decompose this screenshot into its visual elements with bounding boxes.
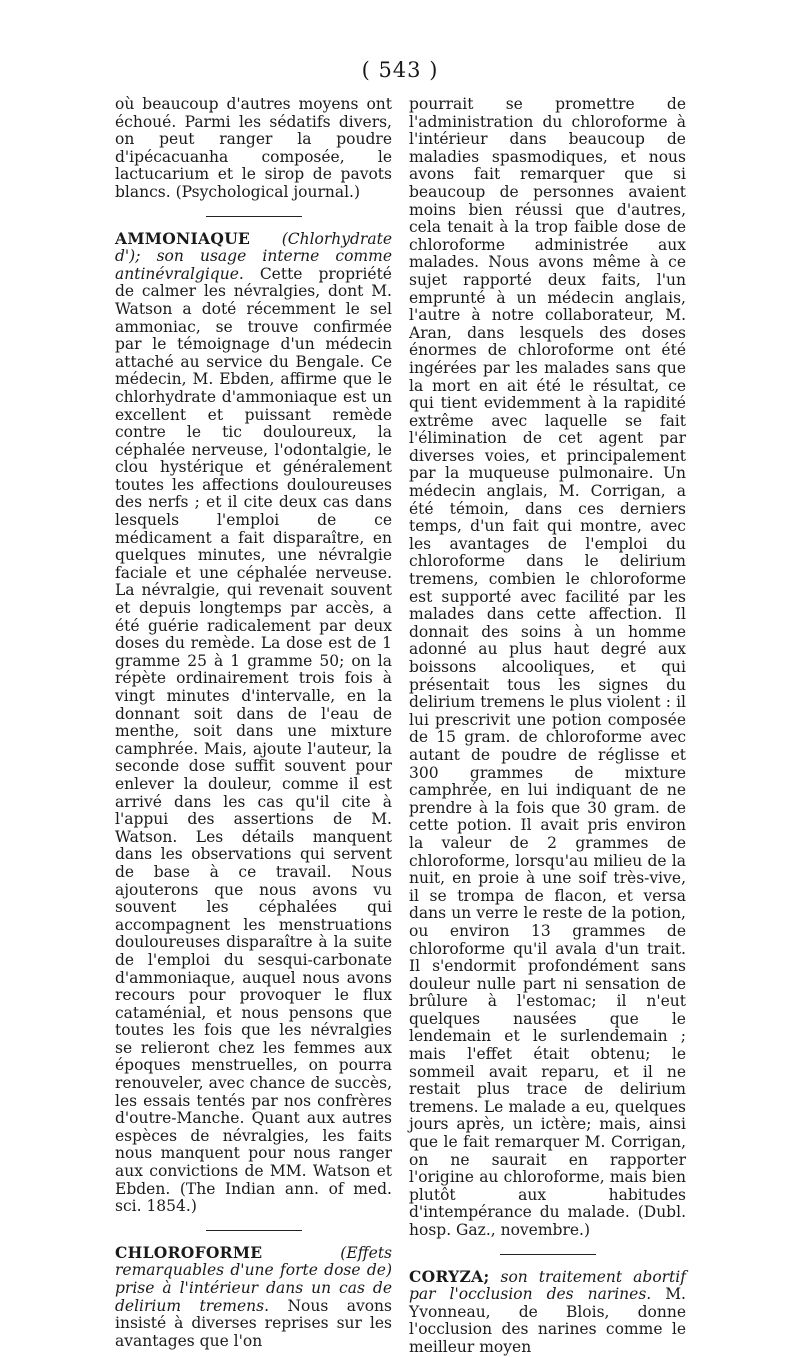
article-heading: CHLOROFORME (115, 1242, 263, 1262)
section-divider (206, 1230, 302, 1231)
paragraph: pourrait se promettre de l'administration du chloroforme à l'intérieur dans beaucoup de maladies spasmodiques, et nous avons fait remarquer que si beaucoup de personnes avaient moins bien réussi que d'autres, cela tenait à la trop faible dose de chloroforme administrée aux malades. Nous avons même à ce sujet rapporté deux faits, l'un emprunté à un médecin anglais, l'autre à notre collaborateur, M. Aran, dans lesquels des doses énormes de chloroforme ont été ingérées par les malades sans que la mort en ait été le résultat, ce qui tient evidemment à la rapidité extrême avec laquelle se fait l'élimination de cet agent par diverses voies, et principalement par la muqueuse pulmonaire. Un médecin anglais, M. Corrigan, a été témoin, dans ces derniers temps, d'un fait qui montre, avec les avantages de l'emploi du chloroforme dans le delirium tremens, combien le chloroforme est supporté avec facilité par les malades dans cette affection. Il donnait des soins à un homme adonné au plus haut degré aux boissons alcooliques, et qui présentait tous les signes du delirium tremens le plus violent : il lui prescrivit une potion composée de 15 gram. de chloroforme avec autant de poudre de réglisse et 300 grammes de mixture camphrée, en lui indiquant de ne prendre à la fois que 30 gram. de cette potion. Il avait pris environ la valeur de 2 grammes de chloroforme, lorsqu'au milieu de la nuit, en proie à une soif très-vive, il se trompa de flacon, et versa dans un verre le reste de la potion, ou environ 13 grammes de chloroforme qu'il avala d'un trait. Il s'endormit profondément sans douleur nulle part ni sensation de brûlure à l'estomac; il n'eut quelques nausées que le lendemain et le surlendemain ; mais l'effet était obtenu; le sommeil avait reparu, et il ne restait plus trace de delirium tremens. Le malade a eu, quelques jours après, un ictère; mais, ainsi que le fait remarquer M. Corrigan, on ne saurait en rapporter l'origine au chloroforme, mais bien plutôt aux habitudes d'intempérance du malade. (Dubl. hosp. Gaz., novembre.) (409, 95, 686, 1239)
section-divider (500, 1254, 596, 1255)
article-body: M. Yvonneau, de Blois, donne l'occlusion des narines comme le meilleur moyen (409, 1285, 686, 1356)
article-heading: CORYZA; (409, 1266, 490, 1286)
article-chloroforme (115, 1244, 392, 1351)
article-subheading: (Chlorhydrate d'); son usage interne comme antinévralgique. (115, 229, 392, 283)
left-column (115, 96, 392, 1350)
article-coryza (409, 1268, 686, 1357)
right-column (409, 96, 686, 1357)
article-subheading: son traitement abortif par l'occlusion des narines. (409, 1267, 686, 1304)
article-subheading: (Effets remarquables d'une forte dose de) prise à l'intérieur dans un cas de delirium tremens. (115, 1243, 392, 1315)
page-number: ( 543 ) (361, 58, 439, 82)
article-body: Cette propriété de calmer les névralgies, dont M. Watson a doté récemment le sel ammoniac, se trouve confirmée par le témoignage d'un médecin attaché au service du Bengale. Ce médecin, M. Ebden, affirme que le chlorhydrate d'ammoniaque est un excellent et puissant remède contre le tic douloureux, la céphalée nerveuse, l'odontalgie, le clou hystérique et généralement toutes les affections douloureuses des nerfs ; et il cite deux cas dans lesquels l'emploi de ce médicament a fait disparaître, en quelques minutes, une névralgie faciale et une céphalée nerveuse. La névralgie, qui revenait souvent et depuis longtemps par accès, a été guérie radicalement par deux doses du remède. La dose est de 1 gramme 25 à 1 gramme 50; on la répète ordinairement trois fois à vingt minutes d'intervalle, en la donnant soit dans de l'eau de menthe, soit dans une mixture camphrée. Mais, ajoute l'auteur, la seconde dose suffit souvent pour enlever la douleur, comme il est arrivé dans les cas qu'il cite à l'appui des assertions de M. Watson. Les détails manquent dans les observations qui servent de base à ce travail. Nous ajouterons que nous avons vu souvent les céphalées qui accompagnent les menstruations douloureuses disparaître à la suite de l'emploi du sesqui-carbonate d'ammoniaque, auquel nous avons recours pour provoquer le flux cataménial, et nous pensons que toutes les fois que les névralgies se relieront chez les femmes aux époques menstruelles, on pourra renouveler, avec chance de succès, les essais tentés par nos confrères d'outre-Manche. Quant aux autres espèces de névralgies, les faits nous manquent pour nous ranger aux convictions de MM. Watson et Ebden. (The Indian ann. of med. sci. 1854.) (115, 264, 392, 1216)
section-divider (206, 216, 302, 217)
article-heading: AMMONIAQUE (115, 228, 251, 248)
paragraph: où beaucoup d'autres moyens ont échoué. Parmi les sédatifs divers, on peut ranger la poudre d'ipécacuanha composée, le lactucarium et le sirop de pavots blancs. (Psychological journal.) (115, 95, 392, 201)
article-ammoniaque (115, 230, 392, 1216)
article-body: Nous avons insisté à diverses reprises sur les avantages que l'on (115, 1296, 392, 1350)
